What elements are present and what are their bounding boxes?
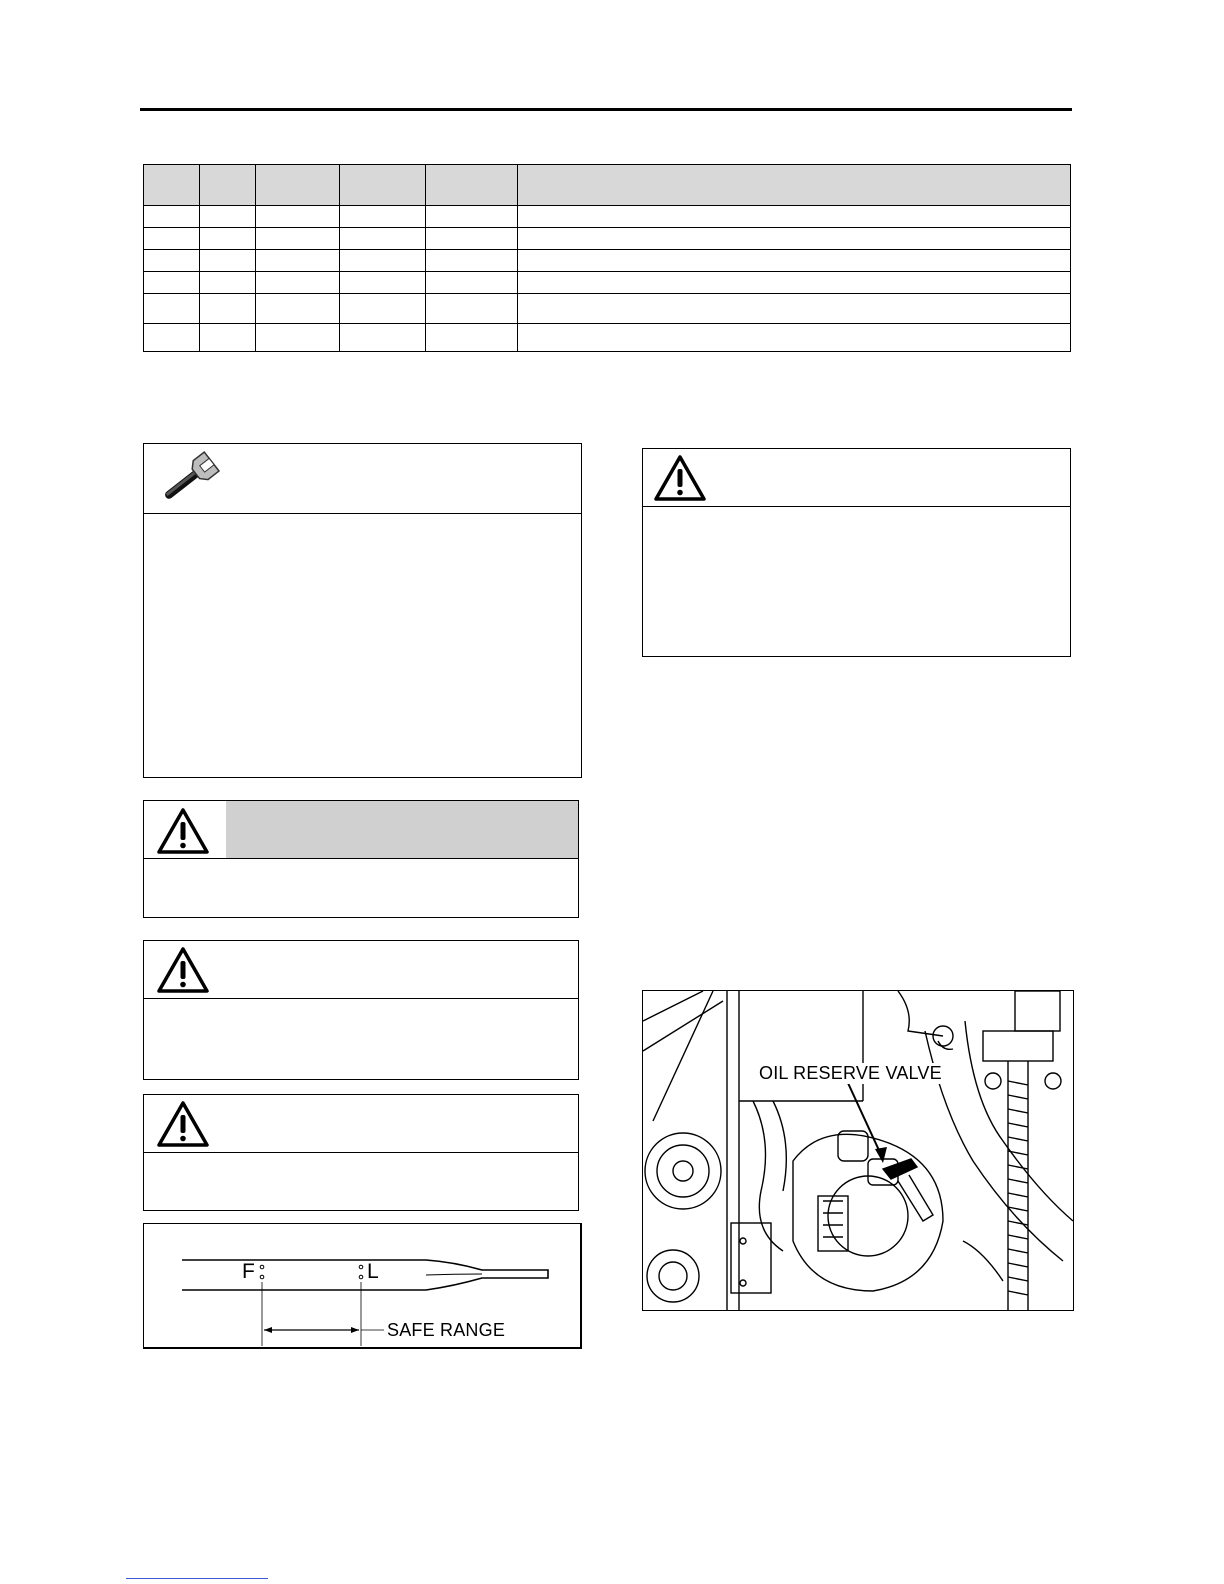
table-row bbox=[144, 294, 1071, 324]
warning-header bbox=[144, 941, 578, 999]
table-cell bbox=[256, 206, 340, 228]
table-cell bbox=[144, 250, 200, 272]
table-cell bbox=[144, 206, 200, 228]
table-cell bbox=[426, 250, 518, 272]
table-cell bbox=[340, 324, 426, 352]
table-header-cell bbox=[256, 165, 340, 206]
table-cell bbox=[256, 324, 340, 352]
warning-box-right bbox=[642, 448, 1071, 657]
table-row bbox=[144, 250, 1071, 272]
oil-reserve-valve-figure bbox=[642, 990, 1074, 1311]
dipstick-drawing bbox=[144, 1224, 580, 1347]
warning-header bbox=[144, 1095, 578, 1153]
table-cell bbox=[426, 228, 518, 250]
table-header-cell bbox=[426, 165, 518, 206]
table-cell bbox=[340, 272, 426, 294]
table-cell bbox=[426, 324, 518, 352]
table-cell bbox=[426, 206, 518, 228]
safe-range-label: SAFE RANGE bbox=[387, 1320, 506, 1340]
table-cell bbox=[200, 294, 256, 324]
table-cell bbox=[426, 294, 518, 324]
table-cell bbox=[518, 272, 1071, 294]
table-row bbox=[144, 206, 1071, 228]
warning-header bbox=[144, 801, 578, 859]
table-cell bbox=[256, 250, 340, 272]
table-cell bbox=[340, 206, 426, 228]
table-cell bbox=[200, 206, 256, 228]
table-header-cell bbox=[144, 165, 200, 206]
warning-triangle-icon bbox=[156, 946, 210, 994]
table-cell bbox=[256, 272, 340, 294]
full-mark-label: F bbox=[242, 1260, 256, 1283]
table-header-cell bbox=[518, 165, 1071, 206]
warning-triangle-icon bbox=[156, 1100, 210, 1148]
tool-note-box bbox=[143, 443, 582, 778]
oil-reserve-valve-label: OIL RESERVE VALVE bbox=[759, 1063, 942, 1083]
table-cell bbox=[340, 250, 426, 272]
tool-note-header bbox=[144, 444, 581, 514]
table-header-cell bbox=[200, 165, 256, 206]
table-cell bbox=[200, 250, 256, 272]
table-header-cell bbox=[340, 165, 426, 206]
wrench-icon bbox=[156, 448, 220, 512]
table-cell bbox=[200, 324, 256, 352]
dipstick-figure bbox=[143, 1223, 582, 1349]
maintenance-table bbox=[143, 164, 1071, 352]
table-cell bbox=[518, 250, 1071, 272]
table-row bbox=[144, 272, 1071, 294]
warning-triangle-icon bbox=[653, 454, 707, 502]
table-cell bbox=[144, 228, 200, 250]
table-cell bbox=[518, 206, 1071, 228]
table-cell bbox=[144, 324, 200, 352]
warning-box bbox=[143, 940, 579, 1080]
table-cell bbox=[200, 272, 256, 294]
table-cell bbox=[144, 294, 200, 324]
table-header-row bbox=[144, 165, 1071, 206]
warning-triangle-icon bbox=[156, 807, 210, 855]
warning-box-highlighted bbox=[143, 800, 579, 918]
table-cell bbox=[200, 228, 256, 250]
table-cell bbox=[340, 228, 426, 250]
low-mark-label: L bbox=[367, 1260, 379, 1283]
table-row bbox=[144, 228, 1071, 250]
table-row bbox=[144, 324, 1071, 352]
warning-header bbox=[643, 449, 1070, 507]
warning-box bbox=[143, 1094, 579, 1211]
table-cell bbox=[256, 228, 340, 250]
table-cell bbox=[426, 272, 518, 294]
table-cell bbox=[518, 294, 1071, 324]
table-cell bbox=[144, 272, 200, 294]
table-cell bbox=[518, 324, 1071, 352]
engine-drawing bbox=[643, 991, 1073, 1310]
header-rule bbox=[140, 108, 1072, 111]
table-cell bbox=[518, 228, 1071, 250]
footer-link-underline bbox=[126, 1578, 268, 1579]
table-cell bbox=[340, 294, 426, 324]
table-cell bbox=[256, 294, 340, 324]
